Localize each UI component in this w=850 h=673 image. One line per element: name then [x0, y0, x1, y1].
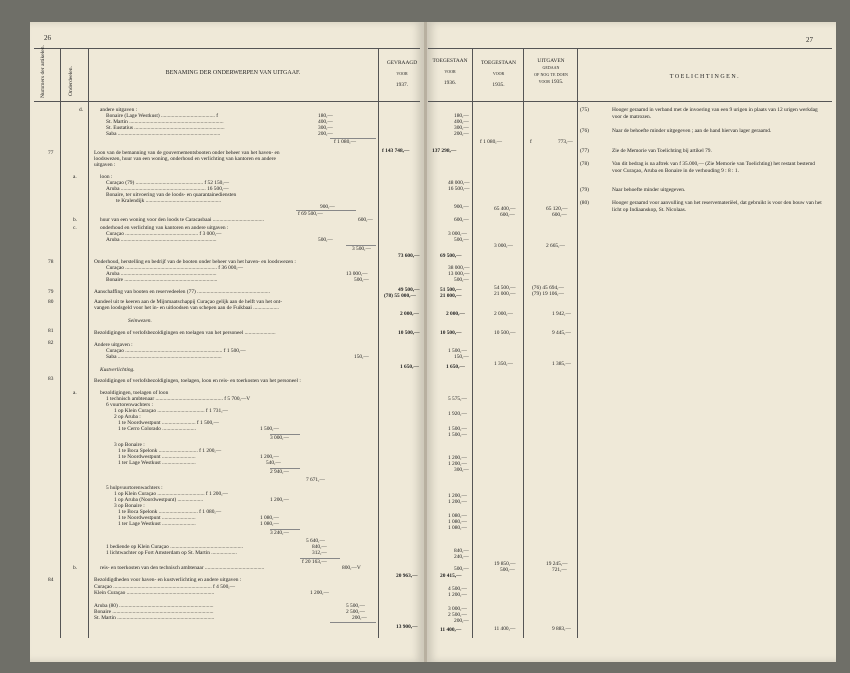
granted-1936-amount: 1 200,— [448, 499, 467, 505]
granted-1936-amount: 21 000,— [440, 293, 462, 299]
granted-1936-amount: 137 298,— [432, 148, 457, 154]
ledger-line: 79 [48, 289, 54, 295]
granted-1936-amount: 48 000,— [448, 180, 470, 186]
ledger-line: 5 640,— [306, 538, 325, 544]
ledger-line: 1 080,— [260, 515, 279, 521]
ledger-line: uitgaven : [94, 162, 116, 168]
ledger-line: 1 lichtwachter op Fort Amsterdam op St. Martin ................... [106, 550, 237, 556]
granted-1936-amount: 900,— [454, 204, 469, 210]
ledger-line: 1 te Cerro Colorado ......................... [118, 426, 197, 432]
ledger-line: 540,— [266, 460, 281, 466]
granted-1935-amount: 65 400,— [494, 206, 516, 212]
ledger-line: f 69 500,— [298, 211, 323, 217]
granted-1936-amount: 1 200,— [448, 493, 467, 499]
ledger-line: Aruba ....................................................................... [106, 237, 217, 243]
ledger-line: 500,— [318, 237, 333, 243]
header-explanations: TOELICHTINGEN. [669, 74, 741, 80]
column-divider [472, 48, 473, 638]
header-spent-line: of nog te doen [534, 72, 568, 78]
granted-1936-amount: 500,— [454, 237, 469, 243]
header-requested [380, 60, 424, 89]
ledger-line: 1 te Noordwestpunt ......................... f 1 500,— [118, 420, 219, 426]
ledger-line: 5 500,— [346, 603, 365, 609]
granted-1936-amount: 500,— [454, 566, 469, 572]
granted-1936-amount: 180,— [454, 113, 469, 119]
header-requested-line: GEVRAAGD [386, 60, 418, 66]
granted-1935-amount: 2 000,— [494, 311, 513, 317]
ledger-line: reis- en toerkosten van den technisch ambtenaar ............................................ [100, 565, 265, 571]
ledger-line: f 1 080,— [334, 139, 357, 145]
spent-amount: 2 665,— [546, 243, 565, 249]
ledger-line: Onderhoud, herstelling en bedrijf van de booten onder beheer van het haven- en loodswezen : [94, 259, 296, 265]
granted-1935-amount: 11 400,— [494, 626, 516, 632]
header-description: BENAMING DER ONDERWERPEN VAN UITGAAF. [165, 70, 301, 76]
requested-amount: 2 000,— [400, 311, 419, 317]
header-granted-1936-line: voor [444, 69, 456, 75]
ledger-line: 1 200,— [260, 454, 279, 460]
ledger-line: f 20 163,— [302, 559, 327, 565]
granted-1936-amount: 51 500,— [440, 287, 462, 293]
granted-1936-amount: 300,— [454, 125, 469, 131]
requested-amount: f 143 748,— [382, 148, 410, 154]
ledger-line: 1 ter Lage Westkust ......................... [118, 460, 196, 466]
granted-1935-amount: 3 000,— [494, 243, 513, 249]
ledger-line: 150,— [354, 354, 369, 360]
ledger-line: 82 [48, 340, 54, 346]
ledger-line: 1 200,— [270, 497, 289, 503]
ledger-line: b. [73, 565, 78, 571]
ledger-line: huur van een woning voor den loods te Caracasbaai ...................................... [100, 217, 264, 223]
ledger-line: Aruba ....................................................................... [106, 271, 217, 277]
ledger-line: 1 te Noordwestpunt ......................... [118, 454, 196, 460]
ledger-line: andere uitgaven : [100, 107, 138, 113]
ledger-line: 300,— [318, 125, 333, 131]
ledger-line: 2 500,— [346, 609, 365, 615]
requested-amount: 73 600,— [398, 253, 420, 259]
granted-1935-amount: 54 500,— [494, 285, 516, 291]
ledger-line: 2 op Aruba : [114, 414, 141, 420]
ledger-line: 600,— [358, 217, 373, 223]
granted-1936-amount: 500,— [454, 277, 469, 283]
granted-1936-amount: 1 500,— [448, 426, 467, 432]
header-granted-1936-line: TOEGESTAAN [432, 58, 468, 64]
ledger-line: 800,—V [342, 565, 361, 571]
requested-amount: (78) 55 000,— [384, 293, 416, 299]
ledger-line: Kustverlichting. [100, 367, 135, 373]
ledger-line: 900,— [320, 204, 335, 210]
ledger-line: Aruba (80) ...................................................................... [94, 603, 214, 609]
granted-1936-amount: 1 080,— [448, 513, 467, 519]
ledger-line: Bonaire ..................................................................... [106, 277, 218, 283]
ledger-line: 78 [48, 259, 54, 265]
granted-1936-amount: 240,— [454, 554, 469, 560]
spent-amount: 773,— [558, 139, 573, 145]
ledger-line: St. Martin ........................................................................ [94, 615, 215, 621]
ledger-line: 1 op Aruba (Noordwestpunt) ................... [114, 497, 204, 503]
spent-amount: 9 445,— [552, 330, 571, 336]
ledger-line: te Kralendijk ........................................................ [116, 198, 222, 204]
ledger-line: Bonaire ........................................................................... [94, 609, 214, 615]
note-number: (76) [580, 128, 589, 134]
note-text: Naar behoefte minder uitgegeven. [612, 187, 686, 193]
granted-1935-amount: 19 850,— [494, 561, 516, 567]
spent-amount: (76) 45 694,— [532, 285, 564, 291]
ledger-line: 1 080,— [260, 521, 279, 527]
granted-1935-amount: 1 350,— [494, 361, 513, 367]
ledger-line: 1 te Boca Spelonk ............................. f 1 080,— [118, 509, 222, 515]
granted-1935-amount: 500,— [500, 567, 515, 573]
granted-1936-amount: 1 500,— [448, 348, 467, 354]
ledger-line: loodswezen, huur van een woning, onderhoud en verlichting van kantoren en andere [94, 156, 276, 162]
ledger-line: Bezoldigingen of verlofsbezoldigingen, toelagen, loon en reis- en toerkosten van het personeel : [94, 378, 301, 384]
granted-1936-amount: 600,— [454, 217, 469, 223]
ledger-line: 400,— [318, 119, 333, 125]
ledger-line: onderhoud en verlichting van kantoren en andere uitgaven : [100, 225, 229, 231]
ledger-line: 200,— [318, 131, 333, 137]
ledger-line: 200,— [352, 615, 367, 621]
note-text: Hooger geraamd voor aanvulling van het reservemateriëel, dat gebruikt is voor den bouw van het licht op Indiaanskop, St. Nicolaas. [612, 200, 822, 213]
note-text: Hooger geraamd in verband met de invoering van een 9 urigen in plaats van 12 urigen werkdag voor de matrozen. [612, 107, 818, 120]
ledger-line: St. Eustatius ................................................................... [106, 125, 225, 131]
requested-amount: 20 963,— [396, 573, 418, 579]
ledger-line: Curaçao (79) .................................................. f 52 150,— [106, 180, 230, 186]
header-requested-line: voor [396, 71, 408, 77]
granted-1936-amount: 1 650,— [446, 364, 465, 370]
ledger-line: bezoldigingen, toelagen of loon [100, 390, 169, 396]
granted-1936-amount: 11 400,— [440, 627, 462, 633]
granted-1936-amount: 300,— [454, 467, 469, 473]
spent-amount: 600,— [552, 212, 567, 218]
header-requested-line: 1937. [395, 82, 409, 88]
granted-1936-amount: 200,— [454, 131, 469, 137]
ledger-line: 3 000,— [270, 435, 289, 441]
column-divider [60, 48, 61, 638]
ledger-line: 84 [48, 577, 54, 583]
ledger-line: c. [73, 225, 77, 231]
granted-1936-amount: 20 415,— [440, 573, 462, 579]
ledger-line: Curaçao ...................................................... f 3 000,— [106, 231, 222, 237]
ledger-line: St. Martin ...................................................................... [106, 119, 224, 125]
ledger-line: Curaçao ......................................................................... f 4 500,— [94, 584, 236, 590]
ledger-line: Curaçao ........................................................................ f 1 500,— [106, 348, 246, 354]
ledger-line: 500,— [354, 277, 369, 283]
ledger-line: Klein Curaçao ................................................................. [94, 590, 215, 596]
granted-1936-amount: 13 000,— [448, 271, 470, 277]
ledger-line: 312,— [312, 550, 327, 556]
ledger-line: 1 te Boca Spelonk ............................. f 1 200,— [118, 448, 222, 454]
ledger-line: 3 op Bonaire : [114, 503, 145, 509]
ledger-line: 77 [48, 150, 54, 156]
ledger-line: Bonaire, ter uitvoering van de loods- en quarantainediensten [106, 192, 237, 198]
ledger-line: 1 ter Lage Westkust ......................... [118, 521, 196, 527]
granted-1936-amount: 840,— [454, 548, 469, 554]
note-text: Zie de Memorie van Toelichting bij artikel 79. [612, 148, 712, 154]
granted-1936-amount: 1 920,— [448, 411, 467, 417]
sum-rule [330, 622, 376, 623]
spent-amount: 65 120,— [546, 206, 568, 212]
header-granted-1935-line: TOEGESTAAN [480, 60, 517, 66]
header-spent-line: UITGAVEN [537, 58, 565, 64]
ledger-line: Andere uitgaven : [94, 342, 133, 348]
ledger-line: Bezoldigdheden voor haven- en kustverlichting en andere uitgaven : [94, 577, 242, 583]
header-granted-1936 [428, 58, 472, 87]
ledger-line: 7 671,— [306, 477, 325, 483]
ledger-line: loon : [100, 174, 113, 180]
ledger-line: Loon van de bemanning van de gouvernementsbooten onder beheer van het haven- en [94, 150, 280, 156]
ledger-line: Aandeel uit te keeren aan de Mijnmaatschappij Curaçao gelijk aan de helft van het ont- [94, 299, 282, 305]
granted-1935-amount: 21 000,— [494, 291, 516, 297]
note-number: (77) [580, 148, 589, 154]
ledger-line: a. [73, 390, 77, 396]
granted-1936-amount: 400,— [454, 119, 469, 125]
ledger-line: 1 op Klein Curaçao ................................... f 1 200,— [114, 491, 228, 497]
granted-1935-amount: 600,— [500, 212, 515, 218]
header-granted-1936-line: 1936. [443, 80, 457, 86]
header-subdivisions: Onderdeelen. [68, 66, 74, 96]
granted-1935-amount: f 1 080,— [480, 139, 503, 145]
ledger-line: 1 technisch ambtenaar .................................................. f 5 700,—V [106, 396, 251, 402]
granted-1936-amount: 5 575,— [448, 396, 467, 402]
granted-1936-amount: 38 000,— [448, 265, 470, 271]
ledger-line: 3 500,— [352, 246, 371, 252]
ledger-line: 1 500,— [260, 426, 279, 432]
requested-amount: 1 650,— [400, 364, 419, 370]
page-number-right: 27 [806, 36, 813, 44]
note-number: (78) [580, 161, 589, 167]
spent-amount: 721,— [552, 567, 567, 573]
granted-1936-amount: 1 200,— [448, 455, 467, 461]
book-gutter [424, 22, 427, 662]
header-granted-1935-line: 1935. [492, 82, 505, 88]
granted-1936-amount: 3 000,— [448, 606, 467, 612]
header-spent-line: gedaan [542, 65, 560, 71]
ledger-line: 1 te Noordwestpunt ......................... [118, 515, 196, 521]
ledger-line: Saba ............................................................................. [106, 354, 222, 360]
table-top-rule [34, 48, 420, 49]
ledger-line: Bonaire (Lage Westkust) ........................................ f [106, 113, 219, 119]
note-text: Naar de behoefte minder uitgegeven ; aan de hand hiervan lager geraamd. [612, 128, 772, 134]
ledger-line: 83 [48, 376, 54, 382]
ledger-line: 1 op Klein Curaçao ................................... f 1 731,— [114, 408, 228, 414]
page-number-left: 26 [44, 34, 51, 42]
ledger-line: 2 940,— [270, 469, 289, 475]
ledger-line: Curaçao .................................................................... f 36 000,— [106, 265, 244, 271]
ledger-line: Saba ............................................................................ [106, 131, 221, 137]
ledger-line: a. [73, 174, 77, 180]
ledger-line: Aanschaffing van booten en reservedeelen (77) ...................................................... [94, 289, 270, 295]
granted-1936-amount: 1 200,— [448, 592, 467, 598]
header-bottom-rule-right [428, 101, 832, 102]
ledger-line: 3 op Bonaire : [114, 442, 145, 448]
column-divider [88, 48, 89, 638]
granted-1936-amount: 4 500,— [448, 586, 467, 592]
requested-amount: 49 500,— [398, 287, 420, 293]
header-bottom-rule [34, 101, 420, 102]
ledger-line: 180,— [318, 113, 333, 119]
spent-amount: 1 942,— [552, 311, 571, 317]
granted-1936-amount: 200,— [454, 618, 469, 624]
ledger-line: 840,— [312, 544, 327, 550]
header-granted-1935-line: voor [492, 71, 505, 77]
ledger-line: d. [79, 107, 84, 113]
ledger-line: vangen loodsgeld voor het in- en uitloodsen van schepen aan de Fuikbaai ................... [94, 305, 279, 311]
ledger-line: 5 hulpvuurtorenwachters : [106, 485, 163, 491]
granted-1936-amount: 1 080,— [448, 525, 467, 531]
ledger-line: b. [73, 217, 78, 223]
ledger-line: 6 vuurtorenwachters : [106, 402, 154, 408]
requested-amount: 13 900,— [396, 624, 418, 630]
ledger-line: Aruba ............................................................... 16 500,— [106, 186, 229, 192]
note-number: (80) [580, 200, 589, 206]
granted-1936-amount: 1 080,— [448, 519, 467, 525]
granted-1936-amount: 2 000,— [446, 311, 465, 317]
granted-1936-amount: 16 500,— [448, 186, 470, 192]
granted-1936-amount: 69 500,— [440, 253, 462, 259]
spent-amount: 19 245,— [546, 561, 568, 567]
column-divider [523, 48, 524, 638]
column-divider [577, 48, 578, 638]
granted-1936-amount: 1 200,— [448, 461, 467, 467]
granted-1936-amount: 3 000,— [448, 231, 467, 237]
ledger-line: 1 200,— [310, 590, 329, 596]
granted-1936-amount: 1 500,— [448, 432, 467, 438]
ledger-line: Seinwezen. [128, 318, 152, 324]
ledger-line: 80 [48, 299, 54, 305]
spent-amount: (79) 19 106,— [532, 291, 564, 297]
granted-1936-amount: 150,— [454, 354, 469, 360]
spent-amount: 1 385,— [552, 361, 571, 367]
note-text: Van dit bedrag is na aftrek van f 35.000,— (Zie Memorie van Toelichting) het restant bestemd voor Curaçao, Aruba en Bonaire in de verhouding 9 : 8 : 1. [612, 161, 815, 174]
spent-amount: 9 883,— [552, 626, 571, 632]
column-divider [378, 48, 379, 638]
ledger-line: 81 [48, 328, 54, 334]
ledger-line: 3 240,— [270, 530, 289, 536]
granted-1935-amount: 10 500,— [494, 330, 516, 336]
granted-1936-amount: 10 500,— [440, 330, 462, 336]
header-granted-1935 [474, 60, 523, 89]
header-spent-line: voor 1935. [538, 79, 564, 85]
ledger-line: 13 000,— [346, 271, 368, 277]
ledger-line: Bezoldigingen of verlofsbezoldigingen en toelagen van het personeel ....................... [94, 330, 276, 336]
table-top-rule-right [428, 48, 832, 49]
requested-amount: 10 500,— [398, 330, 420, 336]
header-spent [525, 58, 577, 86]
header-numbers: Nummers der artikelen. [40, 45, 46, 98]
granted-1936-amount: 2 500,— [448, 612, 467, 618]
note-number: (79) [580, 187, 589, 193]
note-number: (75) [580, 107, 589, 113]
ledger-line: 1 bediende op Klein Curaçao ...................................................... [106, 544, 243, 550]
spent-amount: f [530, 139, 532, 145]
